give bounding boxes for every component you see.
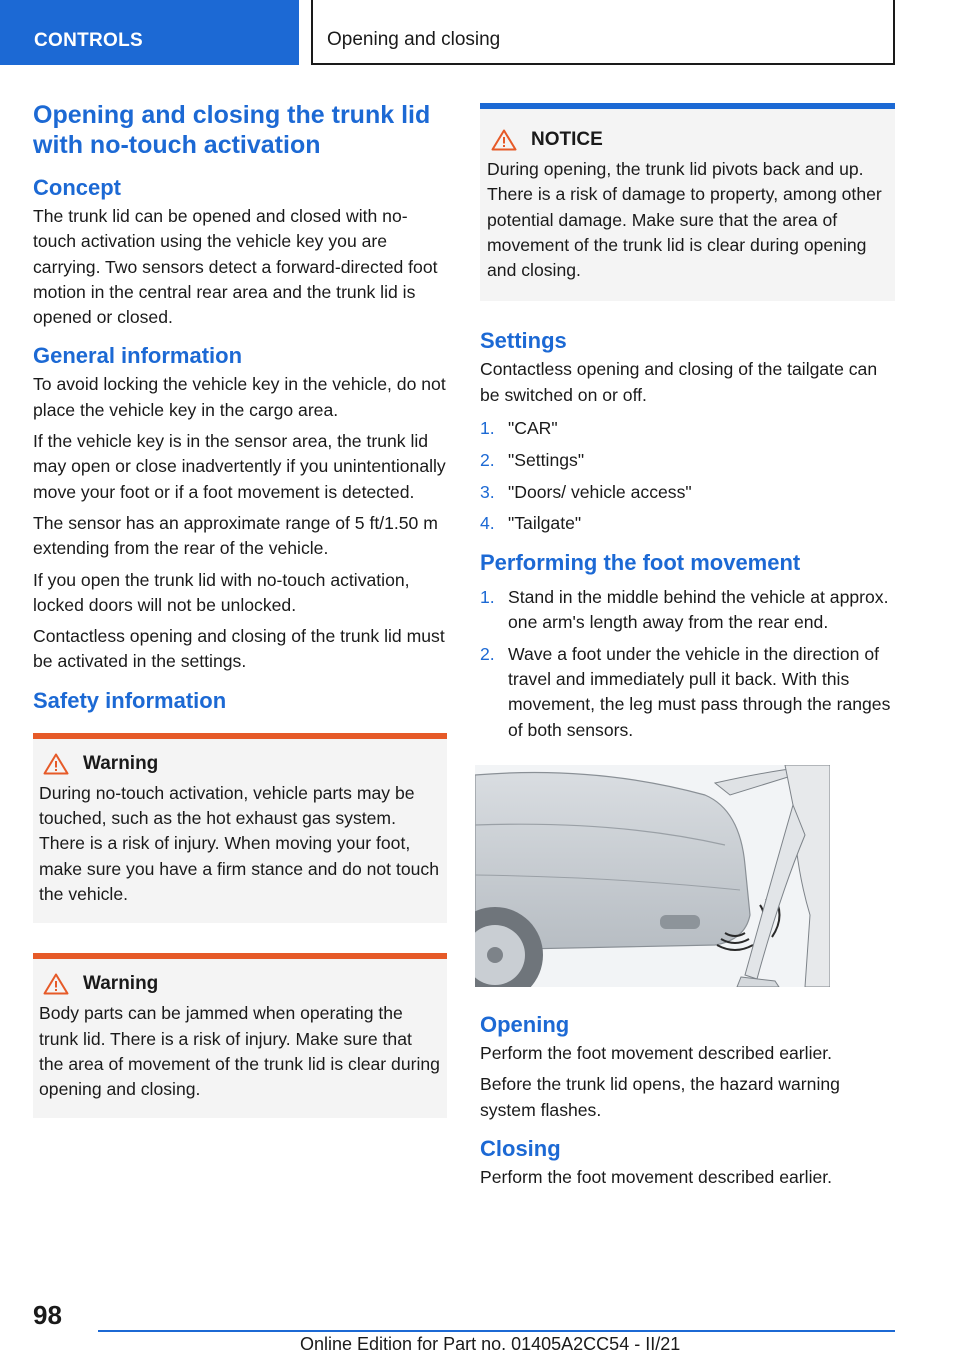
page-title: Opening and closing the trunk lid with no-touch activation	[33, 101, 431, 159]
safety-heading: Safety information	[33, 687, 227, 713]
notice-triangle-icon	[491, 129, 517, 151]
warning-title: Warning	[83, 752, 159, 774]
general-paragraph: If the vehicle key is in the sensor area, the trunk lid may open or close inadvertently if you unintentionally move your foot or if a foot movement is detected.	[33, 431, 446, 502]
list-item: 1. Stand in the middle behind the vehicle at approx. one arm's length away from the rear end.	[480, 586, 889, 633]
page-number: 98	[33, 1300, 62, 1330]
notice-box	[480, 103, 895, 301]
list-item: 3. "Doors/ vehicle access"	[480, 481, 692, 502]
general-heading: General information	[33, 343, 243, 369]
opening-heading: Opening	[480, 1012, 570, 1038]
general-paragraph: To avoid locking the vehicle key in the vehicle, do not place the vehicle key in the cargo area.	[33, 374, 446, 420]
closing-text: Perform the foot movement described earlier.	[480, 1166, 833, 1187]
left-column	[33, 100, 447, 1118]
general-paragraph: The sensor has an approximate range of 5 ft/1.50 m extending from the rear of the vehicle.	[33, 512, 438, 559]
warning-title: Warning	[83, 973, 159, 995]
list-item: 4. "Tailgate"	[480, 513, 582, 534]
notice-text: During opening, the trunk lid pivots back and up. There is a risk of damage to property, among other potential damage. Make sure that the area of movement of the trunk lid is clear during opening and closing.	[487, 159, 882, 281]
settings-heading: Settings	[480, 328, 567, 354]
closing-heading: Closing	[480, 1135, 561, 1161]
warning-text: During no-touch activation, vehicle parts may be touched, such as the hot exhaust gas system. There is a risk of injury. When moving your foot, make sure you have a firm stance and do not touch the vehicle.	[39, 782, 440, 904]
list-item: 2. Wave a foot under the vehicle in the direction of travel and immediately pull it back. With this movement, the leg must pass through the ranges of both sensors.	[480, 643, 891, 740]
warning-triangle-icon	[43, 973, 69, 995]
warning-box	[33, 733, 447, 923]
right-column	[480, 103, 895, 1196]
foot-movement-heading: Performing the foot movement	[480, 549, 801, 575]
warning-text: Body parts can be jammed when operating the trunk lid. There is a risk of injury. Make sure that the area of movement of the trunk lid is clear during opening and closing.	[39, 1003, 440, 1100]
section-label: CONTROLS	[34, 30, 144, 51]
concept-text: The trunk lid can be opened and closed with no-touch activation using the vehicle key you are carrying. Two sensors detect a forward-directed foot motion in the central rear area and the trunk lid is opened or closed.	[33, 206, 438, 328]
foot-movement-illustration	[475, 765, 830, 987]
list-item: 1. "CAR"	[480, 418, 558, 439]
general-paragraph: If you open the trunk lid with no-touch activation, locked doors will not be unlocked.	[33, 569, 410, 615]
settings-steps	[480, 416, 895, 537]
settings-text: Contactless opening and closing of the tailgate can be switched on or off.	[480, 359, 878, 405]
chapter-header	[311, 0, 895, 65]
concept-heading: Concept	[33, 175, 121, 200]
foot-movement-steps	[480, 585, 895, 743]
warning-triangle-icon	[43, 753, 69, 775]
opening-paragraph: Perform the foot movement described earlier.	[480, 1043, 833, 1064]
notice-title: NOTICE	[531, 129, 603, 150]
footer-edition: Online Edition for Part no. 01405A2CC54 - II/21	[300, 1334, 681, 1354]
warning-box	[33, 953, 447, 1118]
chapter-label: Opening and closing	[327, 29, 501, 50]
general-paragraph: Contactless opening and closing of the trunk lid must be activated in the settings.	[33, 626, 445, 672]
section-tab	[0, 0, 299, 65]
opening-paragraph: Before the trunk lid opens, the hazard warning system flashes.	[480, 1074, 840, 1120]
footer-divider	[98, 1330, 895, 1332]
list-item: 2. "Settings"	[480, 449, 585, 470]
